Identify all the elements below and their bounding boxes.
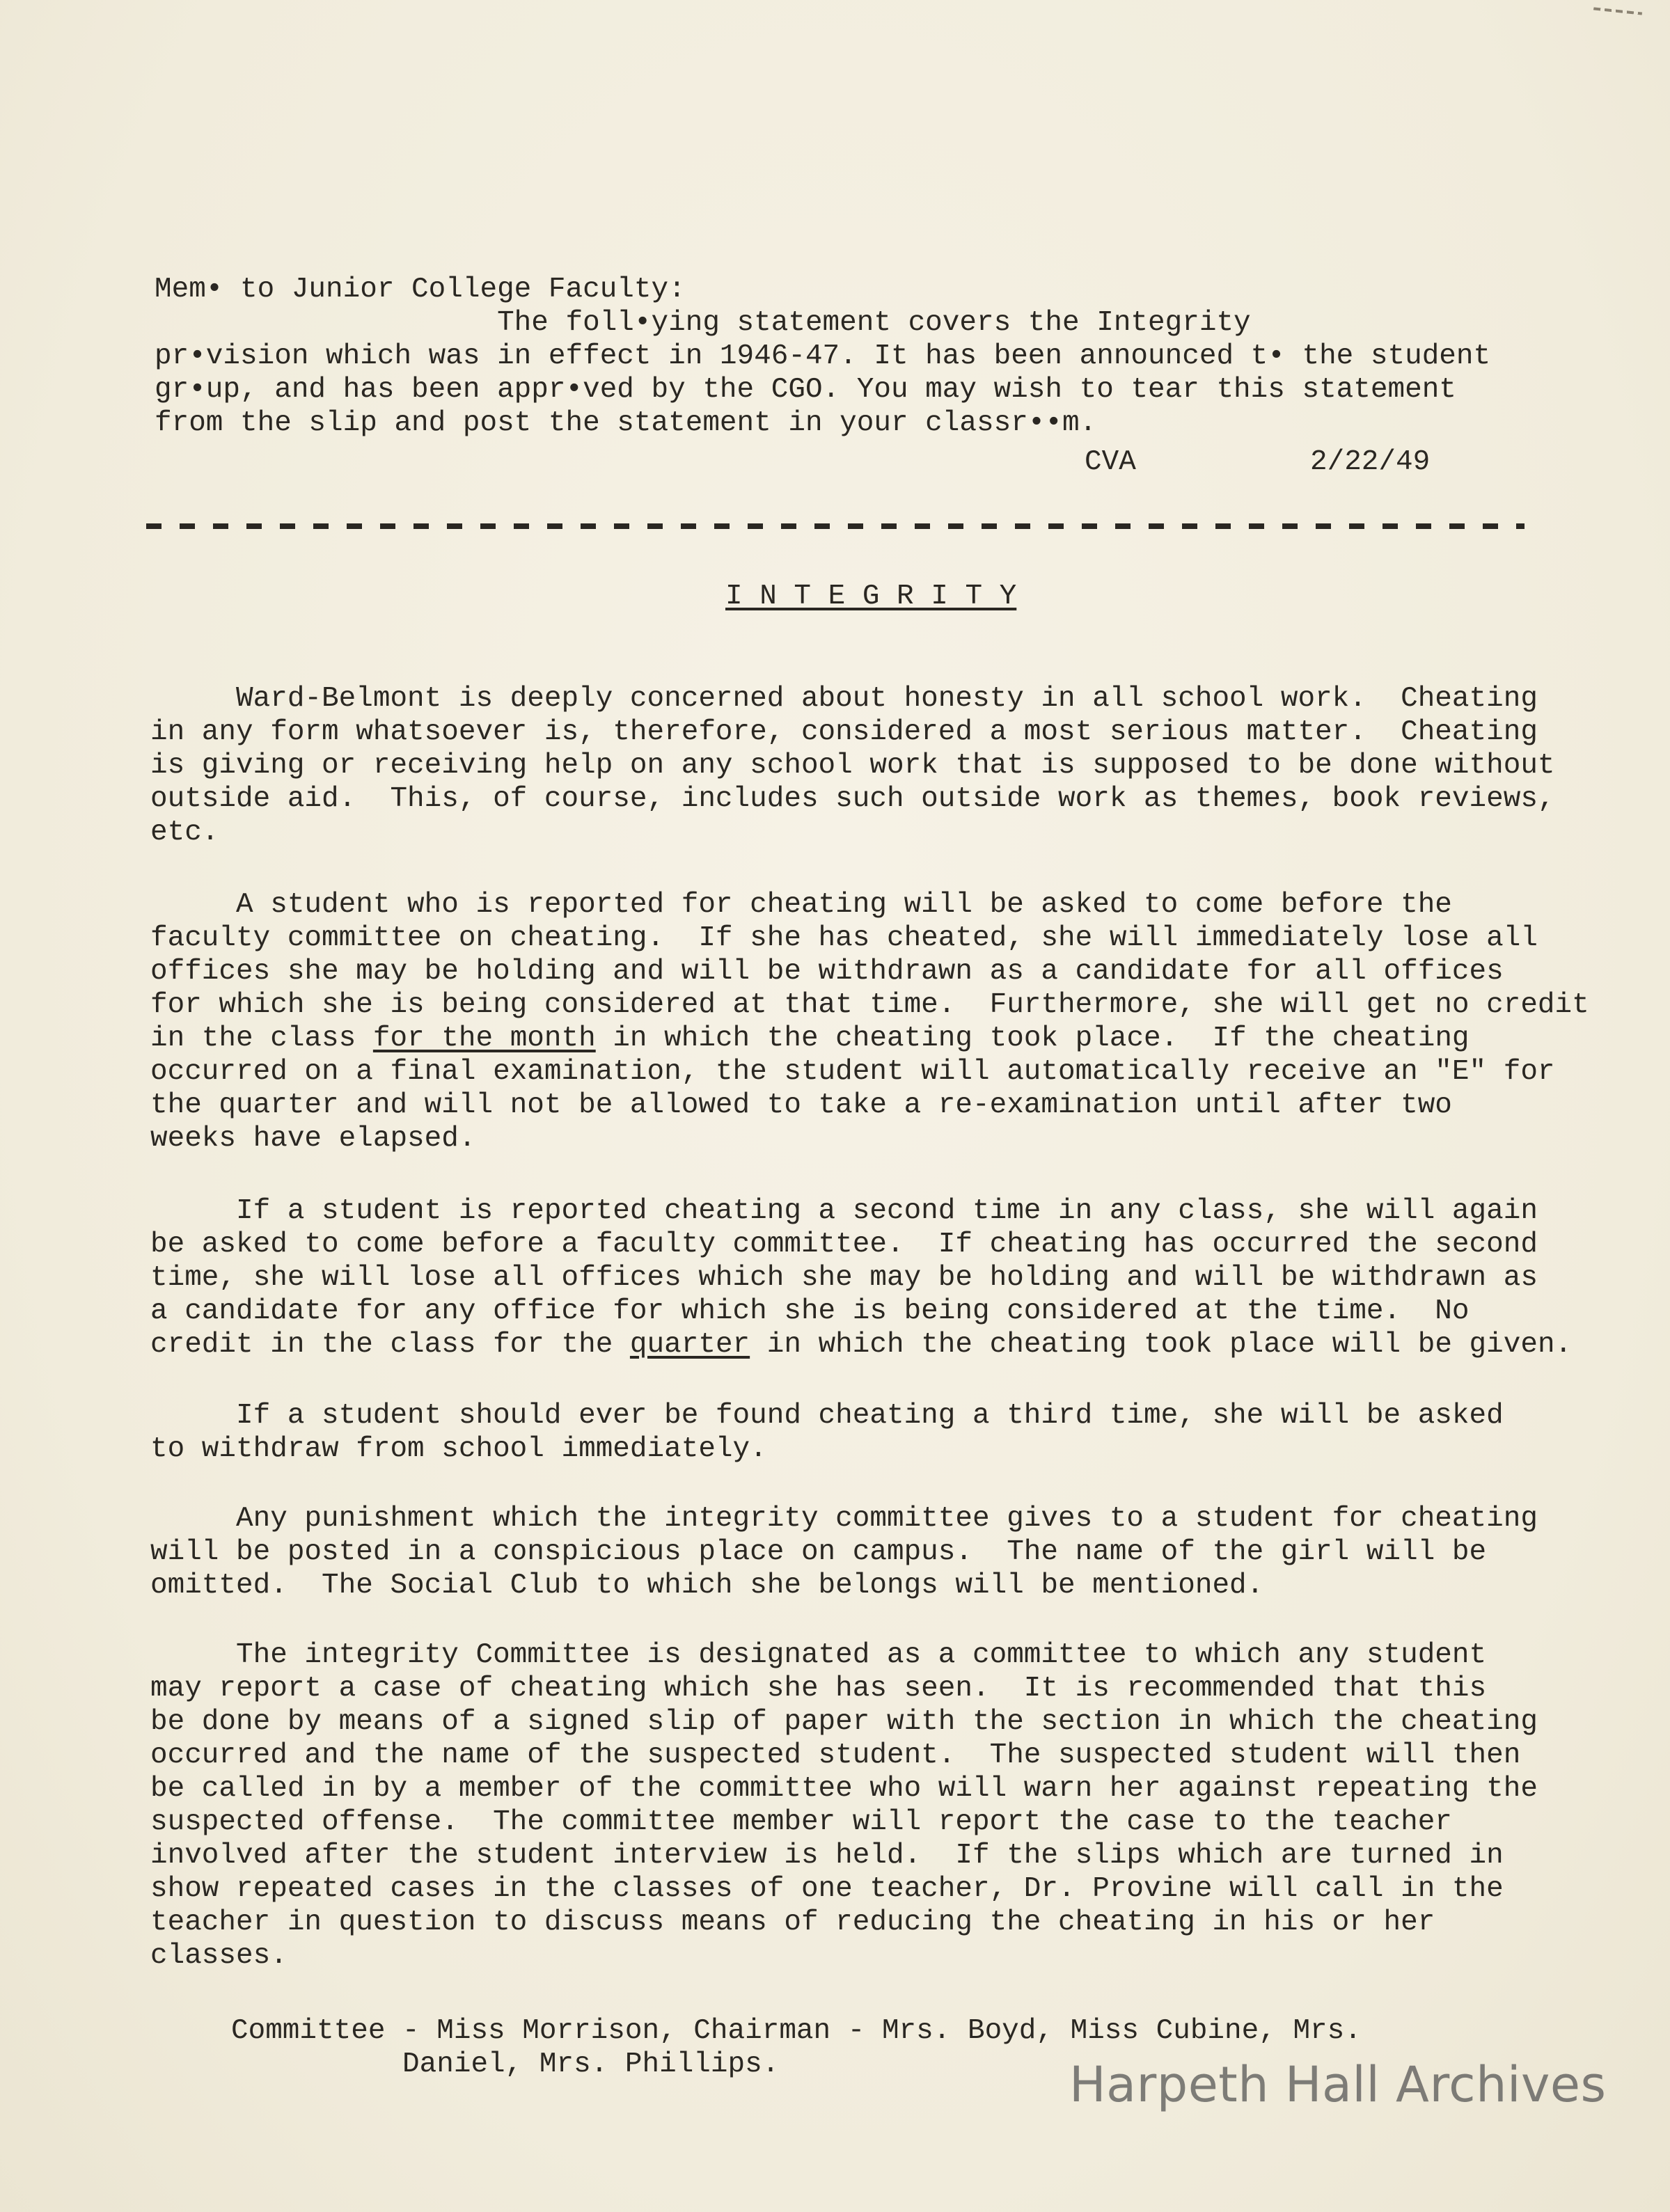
paragraph-line: weeks have elapsed. [150,1123,476,1155]
memo-line: from the slip and post the statement in your classr••m. [155,407,1097,439]
paragraph-line: faculty committee on cheating. If she has cheated, she will immediately lose all [150,922,1538,954]
paragraph-line: If a student should ever be found cheating a third time, she will be asked [150,1400,1504,1432]
paragraph-line: etc. [150,816,219,848]
underlined-phrase: for the month [372,1022,596,1054]
memo-line: The foll•ying statement covers the Integrity [155,307,1251,339]
paragraph-line: is giving or receiving help on any school work that is supposed to be done without [150,750,1555,782]
paragraph-line: involved after the student interview is held. If the slips which are turned in [150,1840,1504,1872]
paragraph-line: for which she is being considered at that time. Furthermore, she will get no credit [150,989,1589,1021]
document-heading: I N T E G R I T Y [725,580,1017,613]
paragraph-line: Any punishment which the integrity committee gives to a student for cheating [150,1503,1538,1535]
paragraph-line: Ward-Belmont is deeply concerned about honesty in all school work. Cheating [150,683,1538,715]
paragraph-line: show repeated cases in the classes of one teacher, Dr. Provine will call in the [150,1873,1504,1905]
paragraph-first-offense [150,888,1589,1155]
paragraph-line: suspected offense. The committee member will report the case to the teacher [150,1806,1452,1838]
underlined-phrase: quarter [629,1329,750,1361]
paragraph-line: credit in the class for the [150,1329,630,1361]
archive-watermark: Harpeth Hall Archives [1069,2056,1607,2113]
committee-line: Committee - Miss Morrison, Chairman - Mrs. Boyd, Miss Cubine, Mrs. [231,2015,1362,2047]
committee-line: Daniel, Mrs. Phillips. [231,2048,780,2080]
memo-date: 2/22/49 [1310,446,1431,478]
paragraph-line: in the class [150,1022,373,1054]
dashed-tear-line [146,523,1525,529]
paragraph-honesty [150,682,1555,849]
paragraph-line: teacher in question to discuss means of reducing the cheating in his or her [150,1906,1435,1938]
paragraph-punishment-posting [150,1502,1538,1602]
corner-pencil-mark [1593,7,1642,15]
paragraph-line: be done by means of a signed slip of paper with the section in which the cheating [150,1706,1538,1738]
paragraph-line: The integrity Committee is designated as a committee to which any student [150,1639,1487,1671]
paragraph-line: the quarter and will not be allowed to take a re-examination until after two [150,1089,1452,1121]
paragraph-line: omitted. The Social Club to which she belongs will be mentioned. [150,1570,1264,1602]
paragraph-line: classes. [150,1940,287,1972]
paragraph-second-offense [150,1194,1572,1361]
paragraph-line: in any form whatsoever is, therefore, considered a most serious matter. Cheating [150,716,1538,748]
memo-line: gr•up, and has been appr•ved by the CGO. You may wish to tear this statement [155,374,1456,406]
memo-block [155,273,1490,440]
paragraph-line: time, she will lose all offices which she may be holding and will be withdrawn as [150,1262,1538,1294]
paragraph-line: occurred on a final examination, the student will automatically receive an "E" for [150,1056,1555,1088]
paragraph-committee-reporting [150,1638,1538,1973]
paragraph-line: A student who is reported for cheating will be asked to come before the [150,889,1452,921]
paragraph-third-offense [150,1399,1504,1466]
paragraph-line: may report a case of cheating which she has seen. It is recommended that this [150,1673,1487,1705]
memo-line: pr•vision which was in effect in 1946-47. It has been announced t• the student [155,340,1491,372]
paragraph-line: occurred and the name of the suspected student. The suspected student will then [150,1739,1521,1771]
paragraph-line: offices she may be holding and will be withdrawn as a candidate for all offices [150,956,1504,988]
paragraph-line: be called in by a member of the committee who will warn her against repeating the [150,1773,1538,1805]
memo-initials: CVA [1085,446,1136,478]
paragraph-line: to withdraw from school immediately. [150,1433,767,1465]
paragraph-line: in which the cheating took place. If the cheating [595,1022,1470,1054]
memo-line: Mem• to Junior College Faculty: [155,274,686,306]
paragraph-line: in which the cheating took place will be given. [750,1329,1573,1361]
paragraph-line: be asked to come before a faculty committee. If cheating has occurred the second [150,1229,1538,1261]
paragraph-line: a candidate for any office for which she is being considered at the time. No [150,1295,1470,1327]
paragraph-line: If a student is reported cheating a second time in any class, she will again [150,1195,1538,1227]
paragraph-line: outside aid. This, of course, includes such outside work as themes, book reviews, [150,783,1555,815]
paragraph-line: will be posted in a conspicious place on campus. The name of the girl will be [150,1536,1487,1568]
